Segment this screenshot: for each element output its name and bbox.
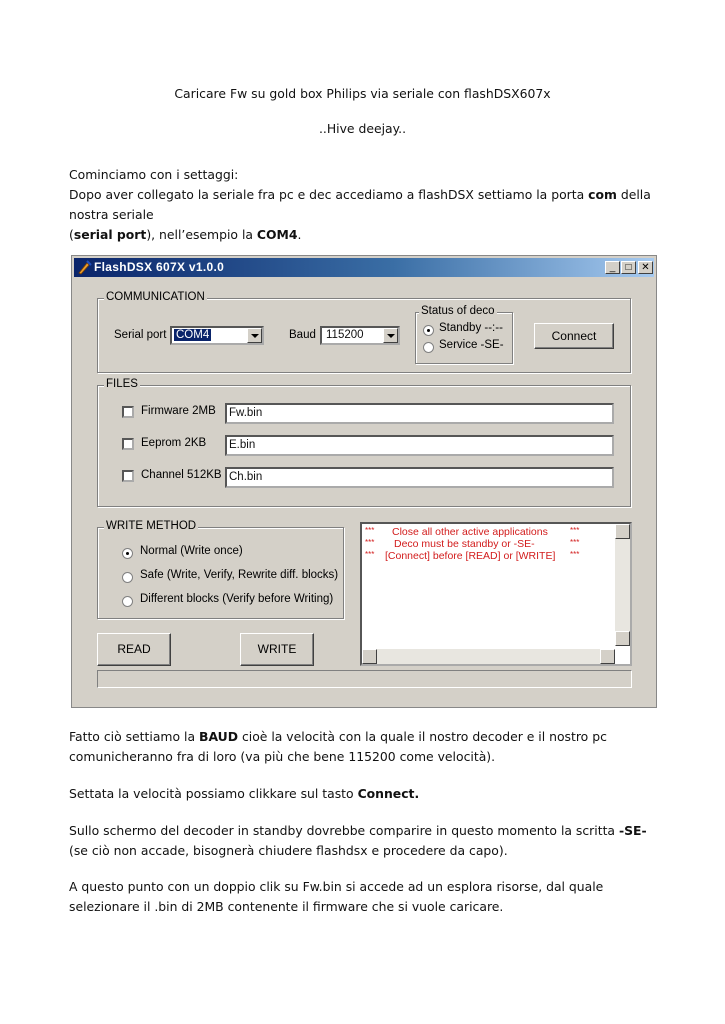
different-blocks-radio[interactable] (122, 596, 133, 607)
status-group (415, 305, 513, 364)
channel-checkbox[interactable] (122, 470, 134, 482)
message-log[interactable]: *** Close all other active applications *** *** Deco must be standby or -SE- *** *** [Connect] before [READ] or [WRITE] *** (360, 522, 632, 666)
read-button[interactable]: READ (97, 633, 171, 666)
service-label: Service -SE- (439, 339, 504, 351)
files-group (97, 378, 631, 507)
doc-title: Caricare Fw su gold box Philips via seriale con flashDSX607x (174, 86, 551, 101)
firmware-label: Firmware 2MB (141, 405, 216, 417)
eeprom-checkbox[interactable] (122, 438, 134, 450)
paragraph-firmware: A questo punto con un doppio clik su Fw.bin si accede ad un esplora risorse, dal quale selezionare il .bin di 2MB contenente il firmware che si vuole caricare. (69, 879, 604, 914)
communication-label: COMMUNICATION (106, 291, 205, 303)
paragraph-standby: Sullo schermo del decoder in standby dovrebbe comparire in questo momento la scritta -SE- (se ciò non accade, bisognerà chiudere flashdsx e procedere da capo). (69, 823, 647, 858)
scroll-right-icon[interactable] (600, 649, 615, 664)
channel-file-field[interactable]: Ch.bin (225, 467, 614, 488)
eeprom-label: Eeprom 2KB (141, 437, 207, 449)
write-method-group (97, 520, 344, 619)
paragraph-text: Dopo aver collegato la seriale fra pc e dec accediamo a flashDSX settiamo la porta com della nostra seriale (serial port), nell’esempio la COM4. (69, 187, 651, 242)
firmware-checkbox[interactable] (122, 406, 134, 418)
write-button[interactable]: WRITE (240, 633, 314, 666)
communication-group (97, 291, 631, 373)
eeprom-file-field[interactable]: E.bin (225, 435, 614, 456)
different-blocks-label: Different blocks (Verify before Writing) (140, 593, 334, 605)
flash-icon (77, 260, 92, 275)
paragraph-settings (69, 165, 659, 245)
minimize-icon[interactable]: _ (605, 261, 620, 274)
safe-radio[interactable] (122, 572, 133, 583)
standby-label: Standby --:-- (439, 322, 503, 334)
horizontal-scrollbar[interactable] (362, 649, 615, 664)
scroll-down-icon[interactable] (615, 631, 630, 646)
scroll-left-icon[interactable] (362, 649, 377, 664)
chevron-down-icon[interactable] (383, 328, 398, 343)
maximize-icon[interactable]: □ (621, 261, 636, 274)
baud-select[interactable]: 115200 (320, 326, 400, 345)
chevron-down-icon[interactable] (247, 328, 262, 343)
paragraph-connect: Settata la velocità possiamo clikkare sul tasto Connect. (69, 786, 420, 801)
paragraph-baud: Fatto ciò settiamo la BAUD cioè la velocità con la quale il nostro decoder e il nostro pc comunicheranno fra di loro (va più che bene 115200 come velocità). (69, 729, 607, 764)
connect-button[interactable]: Connect (534, 323, 614, 349)
scroll-up-icon[interactable] (615, 524, 630, 539)
flashdsx-window (71, 255, 657, 708)
doc-author: ..Hive deejay.. (318, 121, 407, 136)
serial-port-select[interactable]: COM4 (170, 326, 264, 345)
title-bar (74, 258, 654, 277)
status-label: Status of deco (421, 305, 495, 317)
paragraph-line: Cominciamo con i settaggi: (69, 167, 239, 182)
service-radio[interactable] (423, 342, 434, 353)
progress-bar (97, 670, 632, 688)
close-icon[interactable]: ✕ (638, 261, 653, 274)
write-method-label: WRITE METHOD (106, 520, 197, 532)
normal-radio[interactable] (122, 548, 133, 559)
channel-label: Channel 512KB (141, 469, 222, 481)
files-label: FILES (106, 378, 138, 390)
vertical-scrollbar[interactable] (615, 524, 630, 646)
serial-port-label: Serial port (114, 329, 167, 341)
firmware-file-field[interactable]: Fw.bin (225, 403, 614, 424)
baud-label: Baud (289, 329, 316, 341)
window-title: FlashDSX 607X v1.0.0 (94, 260, 225, 274)
normal-label: Normal (Write once) (140, 545, 243, 557)
standby-radio[interactable] (423, 325, 434, 336)
safe-label: Safe (Write, Verify, Rewrite diff. blocks) (140, 569, 339, 581)
